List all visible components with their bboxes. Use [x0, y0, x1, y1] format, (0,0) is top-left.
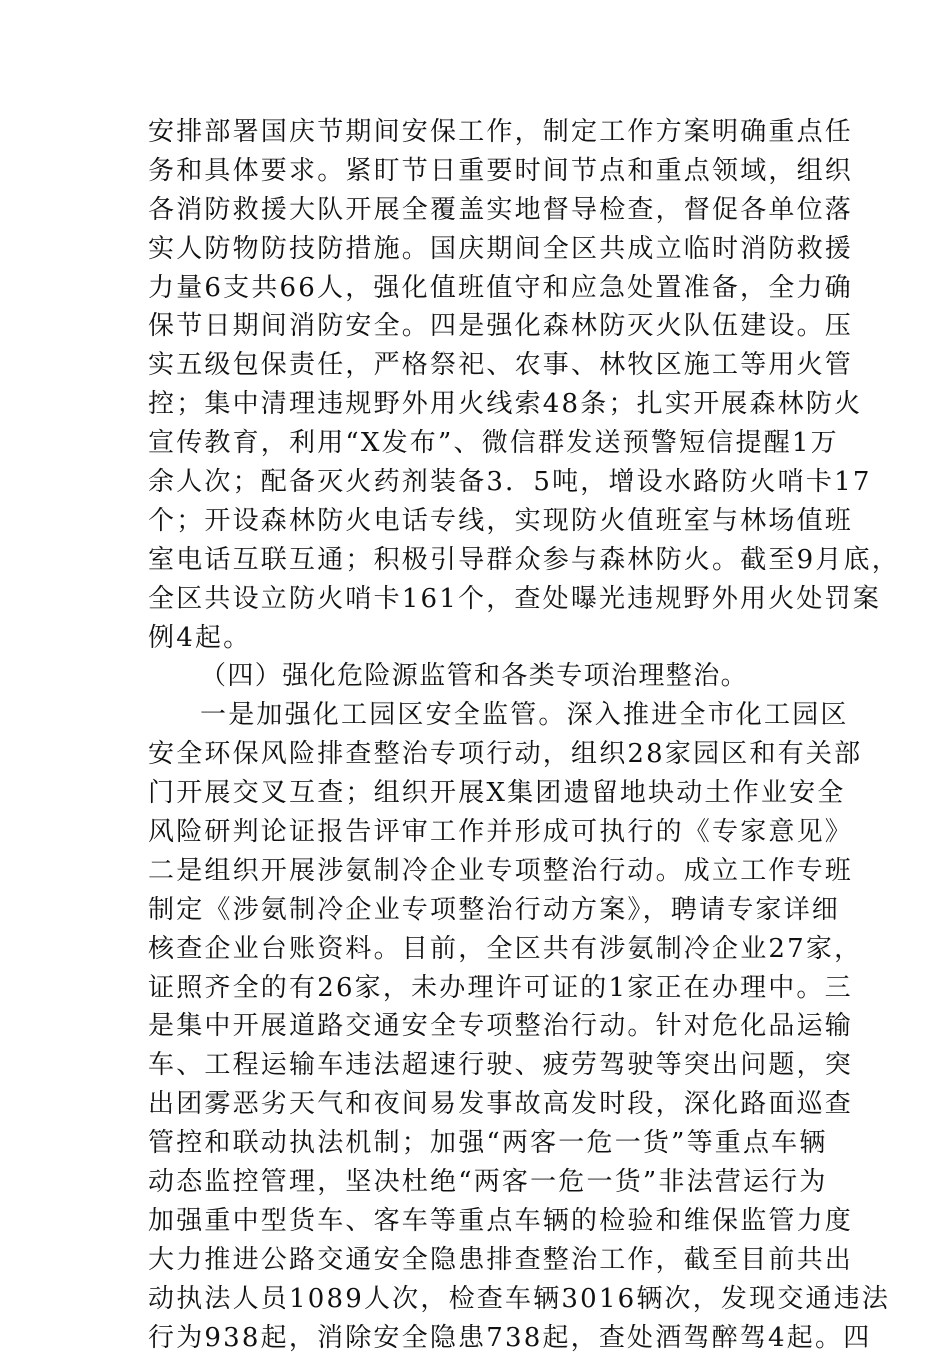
text-line: 实五级包保责任，严格祭祀、农事、林牧区施工等用火管: [148, 350, 854, 381]
section-heading: （四）强化危险源监管和各类专项治理整治。: [200, 661, 749, 692]
text-line: 制定《涉氨制冷企业专项整治行动方案》，聘请专家详细: [148, 894, 841, 925]
text-line: 门开展交叉互查；组织开展X集团遗留地块动土作业安全: [148, 778, 846, 809]
text-line: 个；开设森林防火电话专线，实现防火值班室与林场值班: [148, 505, 854, 536]
text-line: 各消防救援大队开展全覆盖实地督导检查，督促各单位落: [148, 194, 854, 225]
text-line: 车、工程运输车违法超速行驶、疲劳驾驶等突出问题，突: [148, 1050, 854, 1081]
text-line: 风险研判论证报告评审工作并形成可执行的《专家意见》: [148, 817, 854, 848]
text-line: 例4起。: [148, 622, 252, 653]
text-line: 是集中开展道路交通安全专项整治行动。针对危化品运输: [148, 1011, 854, 1042]
text-line: 出团雾恶劣天气和夜间易发事故高发时段，深化路面巡查: [148, 1089, 854, 1120]
text-line: 行为938起，消除安全隐患738起，查处酒驾醉驾4起。四: [148, 1322, 872, 1353]
text-line: 安全环保风险排查整治专项行动，组织28家园区和有关部: [148, 739, 863, 770]
text-line: 核查企业台账资料。目前，全区共有涉氨制冷企业27家，: [148, 933, 863, 964]
text-line: 动执法人员1089人次，检查车辆3016辆次，发现交通违法: [148, 1283, 891, 1314]
text-line: 实人防物防技防措施。国庆期间全区共成立临时消防救援: [148, 233, 854, 264]
text-line: 保节日期间消防安全。四是强化森林防灭火队伍建设。压: [148, 311, 854, 342]
text-line: 宣传教育，利用“X发布”、微信群发送预警短信提醒1万: [148, 428, 839, 459]
text-line: 安排部署国庆节期间安保工作，制定工作方案明确重点任: [148, 117, 854, 147]
text-line: 二是组织开展涉氨制冷企业专项整治行动。成立工作专班: [148, 855, 854, 886]
text-line: 大力推进公路交通安全隐患排查整治工作，截至目前共出: [148, 1244, 854, 1275]
text-line: 控；集中清理违规野外用火线索48条；扎实开展森林防火: [148, 389, 863, 420]
text-line: 全区共设立防火哨卡161个，查处曝光违规野外用火处罚案: [148, 583, 882, 614]
text-line: 加强重中型货车、客车等重点车辆的检验和维保监管力度: [148, 1205, 854, 1236]
body-text: [148, 113, 900, 1358]
text-line: 务和具体要求。紧盯节日重要时间节点和重点领域，组织: [148, 155, 854, 186]
text-line: 管控和联动执法机制；加强“两客一危一货”等重点车辆: [148, 1128, 828, 1159]
text-line: 动态监控管理，坚决杜绝“两客一危一货”非法营运行为: [148, 1167, 828, 1198]
text-line: 余人次；配备灭火药剂装备3．5吨，增设水路防火哨卡17: [148, 467, 872, 498]
text-line: 室电话互联互通；积极引导群众参与森林防火。截至9月底，: [148, 544, 900, 575]
paragraph-first-line: 一是加强化工园区安全监管。深入推进全市化工园区: [200, 700, 849, 731]
text-line: 证照齐全的有26家，未办理许可证的1家正在办理中。三: [148, 972, 853, 1003]
text-line: 力量6支共66人，强化值班值守和应急处置准备，全力确: [148, 272, 853, 303]
